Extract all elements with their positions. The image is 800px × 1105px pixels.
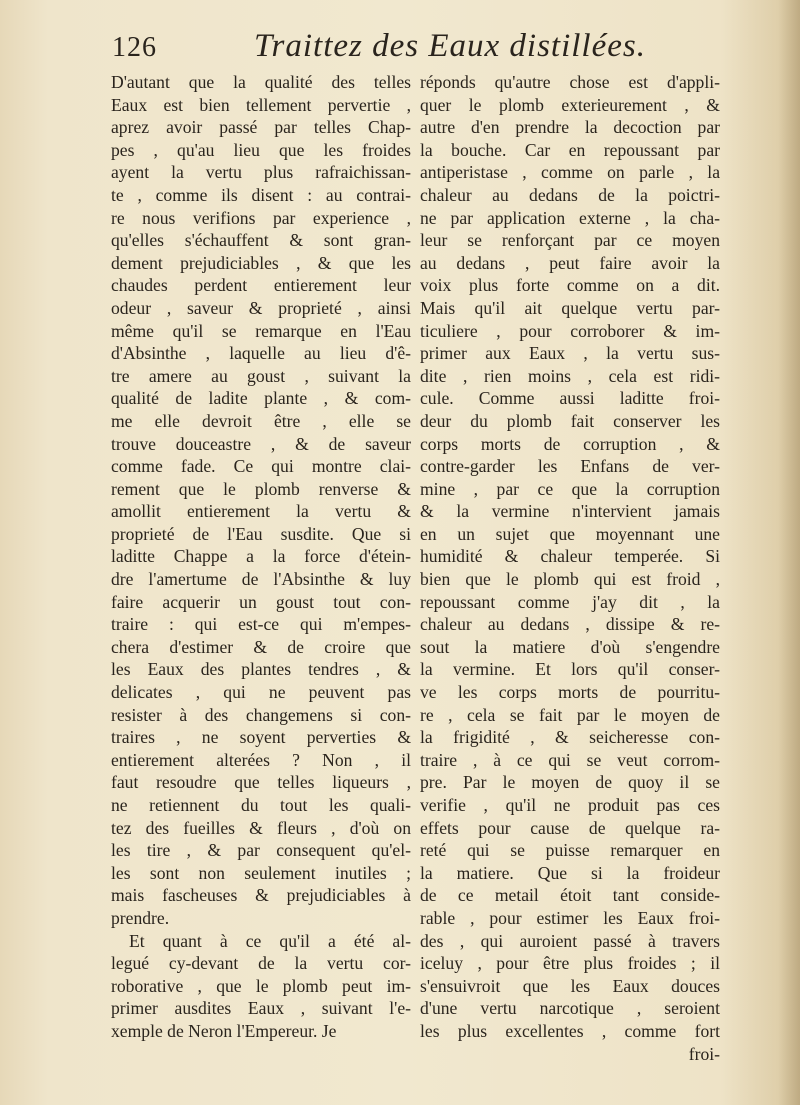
left-column-line: pes , qu'au lieu que les froides <box>111 139 411 160</box>
right-column-line: ticuliere , pour corroborer & im- <box>420 320 720 341</box>
left-column-line: mais fascheuses & prejudiciables à <box>111 885 411 906</box>
left-column-line: tre amere au goust , suivant la <box>111 365 411 386</box>
left-column-line: resister à des changemens si con- <box>111 704 411 725</box>
right-column-line: & la vermine n'intervient jamais <box>420 501 720 522</box>
left-column-line: dement prejudiciables , & que les <box>111 252 411 273</box>
left-column-line: re nous verifions par experience , <box>111 207 411 228</box>
right-column-line: froi- <box>688 1043 720 1064</box>
right-column-line: effets pour cause de quelque ra- <box>420 817 720 838</box>
right-column-line: la frigidité , & seicheresse con- <box>420 727 720 748</box>
left-column-line: comme fade. Ce qui montre clai- <box>111 456 411 477</box>
right-column-line: deur du plomb fait conserver les <box>420 410 720 431</box>
right-column-line: rable , pour estimer les Eaux froi- <box>420 907 720 928</box>
left-column-line: chera d'estimer & de croire que <box>111 636 411 657</box>
left-column-line: qu'elles s'échauffent & sont gran- <box>111 230 411 251</box>
page-number: 126 <box>112 32 157 63</box>
left-column-line: odeur , saveur & proprieté , ainsi <box>111 297 411 318</box>
right-column-line: dite , rien moins , cela est ridi- <box>420 365 720 386</box>
right-column-line: leur se renforçant par ce moyen <box>420 230 720 251</box>
left-column-line: amollit entierement la vertu & <box>111 501 411 522</box>
right-column-line: quer le plomb exterieurement , & <box>420 94 720 115</box>
right-column-line: des , qui auroient passé à travers <box>420 930 720 951</box>
left-column-line: me elle devroit être , elle se <box>111 410 411 431</box>
left-column-line: même qu'il se remarque en l'Eau <box>111 320 411 341</box>
right-column-line: re , cela se fait par le moyen de <box>420 704 720 725</box>
right-column-line: pre. Par le moyen de quoy il se <box>420 772 720 793</box>
left-column-line: traires , ne soyent perverties & <box>111 727 411 748</box>
left-column-line: D'autant que la qualité des telles <box>111 72 411 92</box>
left-column-line: qualité de ladite plante , & com- <box>111 388 411 409</box>
right-column-line: verifie , qu'il ne produit pas ces <box>420 795 720 815</box>
page-header <box>112 28 732 70</box>
left-column-line: Et quant à ce qu'il a été al- <box>129 930 411 951</box>
right-column-line: autre d'en prendre la decoction par <box>420 117 720 138</box>
right-column-line: la bouche. Car en repoussant par <box>420 139 720 160</box>
right-column-line: iceluy , pour être plus froides ; il <box>420 953 720 974</box>
left-column <box>111 71 411 1043</box>
right-column-line: antiperistase , comme on parle , la <box>420 162 720 183</box>
right-column-line: s'ensuivroit que les Eaux douces <box>420 975 720 996</box>
left-column-line: les Eaux des plantes tendres , & <box>111 659 411 680</box>
left-column-line: faut resoudre que telles liqueurs , <box>111 772 411 793</box>
right-column-line: bien que le plomb qui est froid , <box>420 569 720 590</box>
right-column-line: cule. Comme aussi laditte froi- <box>420 388 720 409</box>
page-edge-shadow <box>778 0 800 1105</box>
right-column-line: au dedans , peut faire avoir la <box>420 252 720 273</box>
left-column-line: tez des fueilles & fleurs , d'où on <box>111 817 411 838</box>
left-column-line: dre l'amertume de l'Absinthe & luy <box>111 569 411 590</box>
right-column-line: la matiere. Que si la froideur <box>420 862 720 883</box>
left-column-line: rement que le plomb renverse & <box>111 478 411 499</box>
right-column-line: les plus excellentes , comme fort <box>420 1020 720 1041</box>
left-column-line: faire acquerir un goust tout con- <box>111 591 411 612</box>
left-column-line: delicates , qui ne peuvent pas <box>111 682 411 703</box>
right-column-line: humidité & chaleur temperée. Si <box>420 546 720 567</box>
left-column-line: aprez avoir passé par telles Chap- <box>111 117 411 138</box>
left-column-line: primer ausdites Eaux , suivant l'e- <box>111 998 411 1019</box>
left-column-line: chaudes perdent entierement leur <box>111 275 411 296</box>
right-column-line: réponds qu'autre chose est d'appli- <box>420 72 720 92</box>
left-column-line: trouve douceastre , & de saveur <box>111 433 411 454</box>
running-title: Traittez des Eaux distillées. <box>254 28 646 64</box>
right-column-line: chaleur au dedans , dissipe & re- <box>420 614 720 635</box>
left-column-line: roborative , que le plomb peut im- <box>111 975 411 996</box>
right-column-line: traire , à ce qui se veut corrom- <box>420 749 720 770</box>
right-column-line: reté qui se puisse remarquer en <box>420 840 720 861</box>
right-column-line: sout la matiere d'où s'engendre <box>420 636 720 657</box>
left-column-line: prendre. <box>111 907 170 928</box>
right-column-line: ve les corps morts de pourritu- <box>420 682 720 703</box>
right-column-line: contre-garder les Enfans de ver- <box>420 456 720 477</box>
left-column-line: ne retiennent du tout les quali- <box>111 795 411 815</box>
right-column-line: la vermine. Et lors qu'il conser- <box>420 659 720 680</box>
left-column-line: les tire , & par consequent qu'el- <box>111 840 411 861</box>
right-column-line: voix plus forte comme on a dit. <box>420 275 720 296</box>
left-column-line: ayent la vertu plus rafraichissan- <box>111 162 411 183</box>
left-column-line: traire : qui est-ce qui m'empes- <box>111 614 411 635</box>
right-column-line: primer aux Eaux , la vertu sus- <box>420 343 720 364</box>
right-column-line: de ce metail étoit tant conside- <box>420 885 720 906</box>
left-column-line: entierement alterées ? Non , il <box>111 749 411 770</box>
right-column-line: ne par application externe , la cha- <box>420 207 720 228</box>
left-column-line: laditte Chappe a la force d'étein- <box>111 546 411 567</box>
right-column-line: Mais qu'il ait quelque vertu par- <box>420 297 720 318</box>
right-column-line: repoussant comme j'ay dit , la <box>420 591 720 612</box>
left-column-line: te , comme ils disent : au contrai- <box>111 184 411 205</box>
left-column-line: proprieté de l'Eau susdite. Que si <box>111 523 411 544</box>
right-column-line: corps morts de corruption , & <box>420 433 720 454</box>
right-column-line: chaleur au dedans de la poictri- <box>420 184 720 205</box>
right-column-line: mine , par ce que la corruption <box>420 478 720 499</box>
left-column-line: xemple de Neron l'Empereur. Je <box>111 1020 337 1041</box>
right-column-line: d'une vertu narcotique , seroient <box>420 998 720 1019</box>
left-column-line: Eaux est bien tellement pervertie , <box>111 94 411 115</box>
right-column-line: en un sujet que moyennant une <box>420 523 720 544</box>
left-column-line: d'Absinthe , laquelle au lieu d'ê- <box>111 343 411 364</box>
right-column <box>420 71 720 1065</box>
left-column-line: les sont non seulement inutiles ; <box>111 862 411 883</box>
left-column-line: legué cy-devant de la vertu cor- <box>111 953 411 974</box>
